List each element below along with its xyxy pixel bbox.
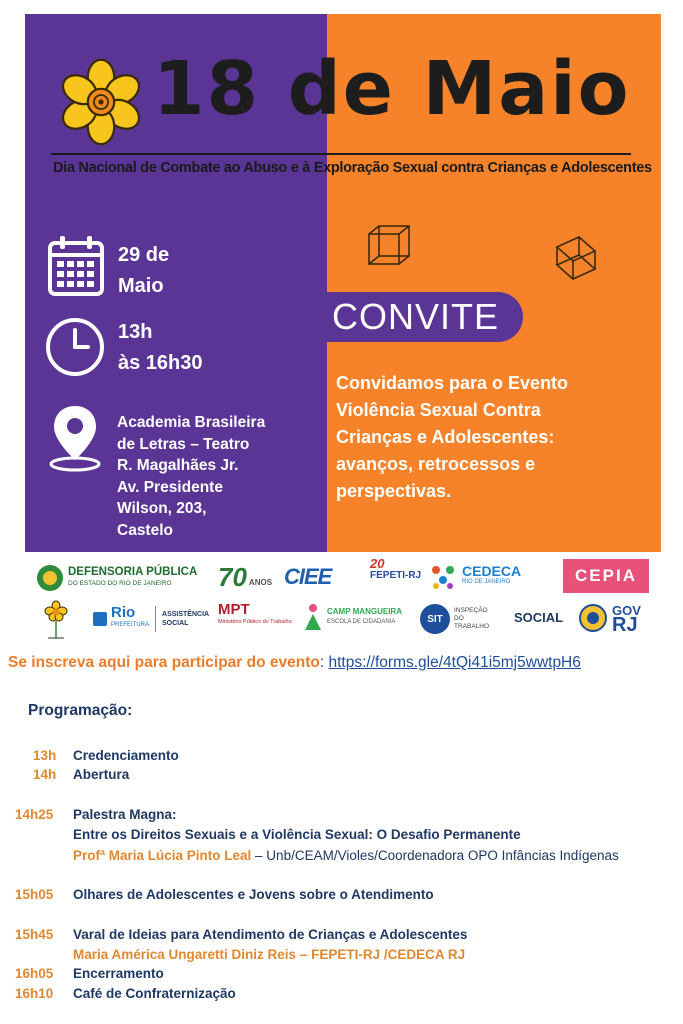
defensoria-state: DO ESTADO DO RIO DE JANEIRO — [68, 580, 172, 587]
invite-line: avanços, retrocessos e — [336, 454, 536, 474]
program-text: Credenciamento — [73, 748, 179, 763]
banner-title: 18 de Maio — [153, 46, 631, 132]
registration-colon: : — [319, 654, 325, 671]
program-time: 13h — [33, 748, 57, 763]
program-text: Varal de Ideias para Atendimento de Crianças e Adolescentes — [73, 927, 468, 942]
program-time: 14h — [33, 767, 57, 782]
logo-divider — [155, 606, 156, 632]
logo-camp-mangueira — [302, 602, 402, 632]
partner-logos — [30, 556, 660, 646]
logo-mpt — [218, 601, 292, 628]
ciee-label: CIEE — [284, 564, 332, 589]
event-date — [118, 240, 169, 302]
program-title: Programação: — [28, 702, 133, 719]
logo-sit — [420, 604, 498, 634]
rj-label: RJ — [612, 614, 638, 636]
event-time-line2: às 16h30 — [118, 352, 203, 374]
program-speaker-role: – Unb/CEAM/Violes/Coordenadora OPO Infâncias Indígenas — [251, 848, 619, 863]
program-time: 14h25 — [15, 807, 54, 822]
convite-label: CONVITE — [332, 296, 500, 337]
title-underline — [51, 153, 631, 155]
invite-text — [336, 370, 636, 505]
program-text: Abertura — [73, 767, 130, 782]
address-line: Castelo — [117, 521, 173, 539]
camp-sub: ESCOLA DE CIDADANIA — [327, 619, 396, 625]
clock-icon — [44, 316, 106, 378]
event-time — [118, 317, 203, 379]
cepia-label: CEPIA — [575, 566, 637, 585]
social-label: SOCIAL — [514, 610, 564, 625]
program-text: Palestra Magna: — [73, 807, 177, 822]
invite-line: perspectivas. — [336, 481, 452, 501]
program-text: Olhares de Adolescentes e Jovens sobre o Atendimento — [73, 887, 434, 902]
camp-figure-icon — [302, 602, 324, 632]
logo-cedeca — [428, 562, 521, 592]
defensoria-name: DEFENSORIA PÚBLICA — [68, 566, 198, 578]
cube-icon — [551, 229, 601, 281]
program-text: Café de Confraternização — [73, 986, 236, 1001]
cedeca-sub: RIO DE JANEIRO — [462, 579, 511, 585]
sit-sub: INSPEÇÃO DO TRABALHO — [454, 607, 490, 630]
program-text-line2: Entre os Direitos Sexuais e a Violência Sexual: O Desafio Permanente — [73, 827, 521, 842]
rio-label: Rio — [111, 604, 136, 621]
event-date-line1: 29 de — [118, 244, 170, 266]
camp-label: CAMP MANGUEIRA — [327, 607, 402, 616]
program-time: 15h45 — [15, 927, 54, 942]
event-address — [117, 412, 265, 541]
program-time: 16h10 — [15, 986, 54, 1001]
location-pin-icon — [47, 402, 103, 474]
mpt-sub: Ministério Público do Trabalho — [218, 619, 292, 625]
event-date-line2: Maio — [118, 275, 164, 297]
logo-ciee — [284, 564, 331, 590]
rio-sub: PREFEITURA — [111, 622, 150, 628]
address-line: Wilson, 203, — [117, 500, 207, 517]
anos-number: 70 — [218, 562, 247, 592]
rio-emblem-icon — [92, 611, 108, 627]
address-line: R. Magalhães Jr. — [117, 457, 239, 474]
event-time-line1: 13h — [118, 321, 153, 343]
fepeti-number: 20 — [370, 556, 385, 571]
anos-label: ANOS — [248, 578, 273, 587]
logo-prefeitura-rio — [92, 604, 209, 632]
flower-icon — [57, 58, 145, 146]
assistencia-label: ASSISTÊNCIA SOCIAL — [162, 611, 209, 627]
invite-line: Violência Sexual Contra — [336, 400, 541, 420]
mpt-label: MPT — [218, 601, 250, 618]
logo-social — [514, 610, 563, 625]
invite-line: Crianças e Adolescentes: — [336, 427, 555, 447]
gov-label: GOV — [612, 603, 641, 618]
event-banner — [25, 14, 661, 552]
program-text: Encerramento — [73, 966, 164, 981]
logo-defensoria — [36, 564, 197, 592]
sit-badge: SIT — [420, 604, 450, 634]
address-line: Academia Brasileira — [117, 414, 266, 431]
logo-fepeti — [370, 558, 421, 582]
cedeca-figures-icon — [428, 562, 458, 592]
banner-subtitle: Dia Nacional de Combate ao Abuso e à Exploração Sexual contra Crianças e Adolescentes — [53, 160, 652, 176]
logo-cepia — [563, 559, 649, 593]
registration-link[interactable]: https://forms.gle/4tQi41i5mj5wwtpH6 — [328, 654, 581, 671]
address-line: de Letras – Teatro — [117, 435, 250, 453]
invite-line: Convidamos para o Evento — [336, 373, 569, 393]
logo-70-anos — [218, 562, 272, 593]
defensoria-emblem-icon — [36, 564, 64, 592]
logo-gov-rj — [578, 602, 641, 634]
calendar-icon — [47, 234, 105, 298]
address-line: Av. Presidente — [117, 478, 223, 496]
rj-coat-of-arms-icon — [578, 602, 608, 634]
program-time: 15h05 — [15, 887, 54, 902]
program-speaker-wrap — [73, 848, 619, 863]
cube-icon — [365, 222, 415, 272]
registration-text: Se inscreva aqui para participar do evento — [8, 654, 320, 671]
fepeti-label: FEPETI-RJ — [370, 570, 422, 581]
flower-small-icon — [44, 600, 68, 642]
cedeca-name: CEDECA — [462, 563, 522, 579]
program-speaker: Profª Maria Lúcia Pinto Leal — [73, 848, 252, 863]
registration-line — [8, 654, 581, 672]
program-speaker: Maria América Ungaretti Diniz Reis – FEPETI-RJ /CEDECA RJ — [73, 947, 466, 962]
program-time: 16h05 — [15, 966, 54, 981]
